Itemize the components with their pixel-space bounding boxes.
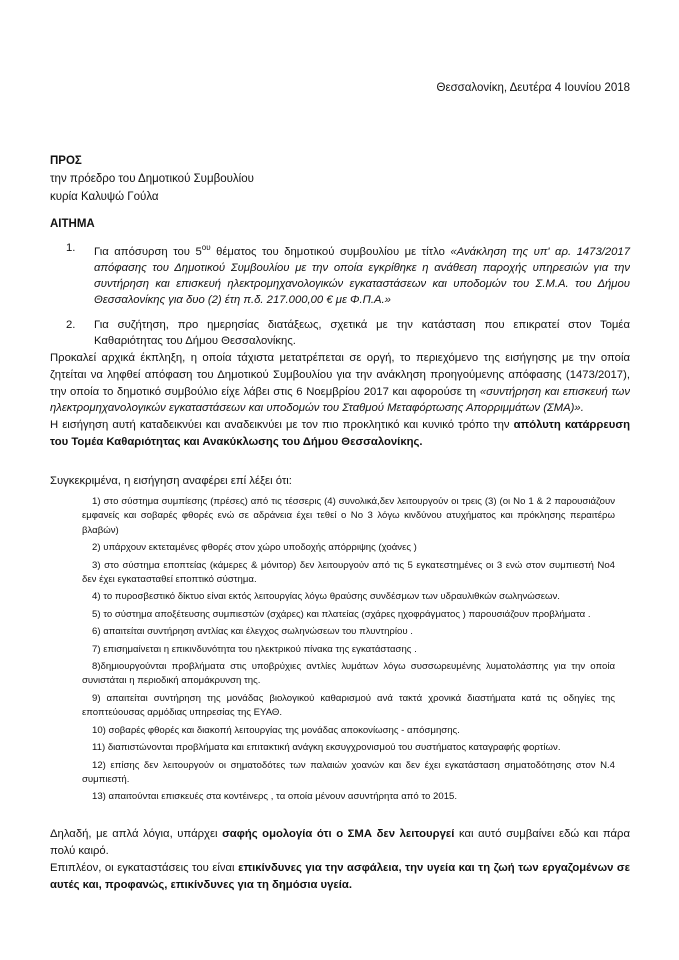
text-segment: Η εισήγηση αυτή καταδεικνύει και αναδεικνύει με τον πιο προκλητικό και κυνικό τρόπο την: [50, 419, 514, 432]
list-item: [58, 317, 630, 349]
list-item: [58, 240, 630, 309]
list-item: 10) σοβαρές φθορές και διακοπή λειτουργίας της μονάδας αποκονίωσης - απόσμησης.: [92, 724, 460, 736]
list-item: 7) επισημαίνεται η επικινδυνότητα του ηλεκτρικού πίνακα της εγκατάστασης .: [92, 643, 417, 655]
italic-text: «συντήρηση και επισκευή των ηλεκτρομηχανολογικών εγκαταστάσεων και υποδομών του Σταθμού Μεταφόρτωσης Απορριμμάτων (ΣΜΑ)».: [50, 385, 630, 415]
paragraph: [50, 826, 630, 860]
list-item: 2) υπάρχουν εκτεταμένες φθορές στον χώρο υποδοχής απόρριψης (χοάνες ): [92, 542, 417, 554]
request-list: [58, 240, 630, 357]
text-segment: Επιπλέον, οι εγκαταστάσεις του είναι: [50, 862, 239, 874]
italic-title: «Ανάκληση της υπ' αρ. 1473/2017 απόφασης του Δημοτικού Συμβουλίου με την οποία εγκρίθηκε η ανάθεση παροχής υπηρεσιών για την συντήρηση και επισκευή ηλεκτρομηχανολογικών εγκαταστάσεων και υποδομών του Σ.Μ.Α. του Δήμου Θεσσαλονίκης για δυο (2) έτη π.δ. 217.000,00 € με Φ.Π.Α.»: [94, 245, 630, 307]
bold-text: απόλυτη κατάρρευση του Τομέα Καθαριότητας και Ανακύκλωσης του Δήμου Θεσσαλονίκης.: [50, 419, 630, 448]
text-segment: θέματος του δημοτικού συμβουλίου με τίτλο: [210, 245, 451, 258]
list-item: 6) απαιτείται συντήρηση αντλίας και έλεγχος σωληνώσεων του πλυντηρίου .: [92, 626, 413, 638]
list-item: 3) στο σύστημα εποπτείας (κάμερες & μόνιτορ) δεν λειτουργούν από τις 5 εγκατεστημένες οι 3 ενώ στον συμπιεστή Νο4 δεν έχει εγκατασταθεί εποπτικό σύστημα.: [82, 559, 615, 586]
bold-text: επικίνδυνες για την ασφάλεια, την υγεία και τη ζωή των εργαζομένων σε αυτές και, προφανώς, επικίνδυνες για τη δημόσια υγεία.: [50, 862, 630, 891]
request-heading: ΑΙΤΗΜΑ: [50, 218, 95, 230]
closing-paragraphs: [50, 826, 630, 894]
recipient-line: κυρία Καλυψώ Γούλα: [50, 191, 159, 203]
text-segment: Δηλαδή, με απλά λόγια, υπάρχει: [50, 828, 223, 840]
items-intro: Συγκεκριμένα, η εισήγηση αναφέρει επί λέξει ότι:: [50, 475, 292, 487]
list-item: 13) απαιτούνται επισκευές στα κοντέινερς , τα οποία μένουν ασυντήρητα από το 2015.: [92, 791, 458, 803]
bold-text: σαφής ομολογία ότι ο ΣΜΑ δεν λειτουργεί: [222, 828, 455, 840]
list-item: 12) επίσης δεν λειτουργούν οι σηματοδότες των παλαιών χοανών και δεν έχει εγκατάσταση σηματοδότησης στον Ν.4 συμπιεστή.: [82, 759, 615, 785]
list-number: 2.: [66, 318, 76, 331]
list-number: 1.: [66, 242, 76, 254]
list-item: 9) απαιτείται συντήρηση της μονάδας βιολογικού καθαρισμού ανά τακτά χρονικά διαστήματα κατά τις οδηγίες της εποπτεύουσας αρμόδιας υπηρεσίας της ΕΥΑΘ.: [82, 692, 615, 719]
paragraph: [50, 350, 630, 417]
text-segment: Για απόσυρση του 5: [94, 245, 202, 258]
recipient-line: την πρόεδρο του Δημοτικού Συμβουλίου: [50, 173, 254, 185]
list-text: [94, 240, 630, 309]
text-segment: Προκαλεί αρχικά έκπληξη, η οποία τάχιστα μετατρέπεται σε οργή, το περιεχόμενο της εισήγησης με την οποία ζητείται να ληφθεί απόφαση του Δημοτικού Συμβουλίου για την ανάκληση προηγούμενης απόφασης (1473/2017), την οποία το δημοτικό συμβούλιο είχε λάβει στις 6 Νοεμβρίου 2017 και αφορούσε τη: [50, 352, 630, 398]
quoted-items: [82, 495, 615, 808]
text-segment: και αυτό συμβαίνει εδώ και πάρα πολύ καιρό.: [50, 828, 630, 857]
list-text: Για συζήτηση, προ ημερησίας διατάξεως, σχετικά με την κατάσταση που επικρατεί στον Τομέα Καθαριότητας του Δήμου Θεσσαλονίκης.: [94, 318, 630, 347]
paragraph: [50, 417, 630, 451]
list-item: 8)δημιουργούνται προβλήματα στις υποβρύχιες αντλίες λυμάτων λόγω συσσωρευμένης λυματολάσπης για την οποία συνιστάται η περιοδική απομάκρυνση της.: [82, 661, 615, 687]
list-item: 5) το σύστημα αποξέτευσης συμπιεστών (σχάρες) και πλατείας (σχάρες ηχοφράγματος ) παρουσιάζουν προβλήματα .: [92, 608, 591, 620]
list-item: 11) διαπιστώνονται προβλήματα και επιτακτική ανάγκη εκσυγχρονισμού του συστήματος καταγραφής φορτίων.: [92, 742, 561, 754]
body-paragraphs: [50, 350, 630, 451]
recipient-block: [50, 152, 254, 206]
date-line: Θεσσαλονίκη, Δευτέρα 4 Ιουνίου 2018: [436, 82, 630, 94]
list-item: 1) στο σύστημα συμπίεσης (πρέσες) από τις τέσσερις (4) συνολικά,δεν λειτουργούν οι τρεις (3) (οι Νο 1 & 2 παρουσιάζουν εμφανείς και σοβαρές φθορές ενώ σε αδράνεια έχει τεθεί ο Νο 3 λόγω κινδύνου ατυχήματος και πρόκλησης περαιτέρω βλαβών): [82, 496, 615, 536]
list-item: 4) το πυροσβεστικό δίκτυο είναι εκτός λειτουργίας λόγω θραύσης συνδέσμων των υδραυλιθκών σωληνώσεων.: [92, 591, 560, 603]
to-label: ΠΡΟΣ: [50, 155, 82, 167]
paragraph: [50, 860, 630, 894]
superscript: ου: [201, 243, 211, 252]
